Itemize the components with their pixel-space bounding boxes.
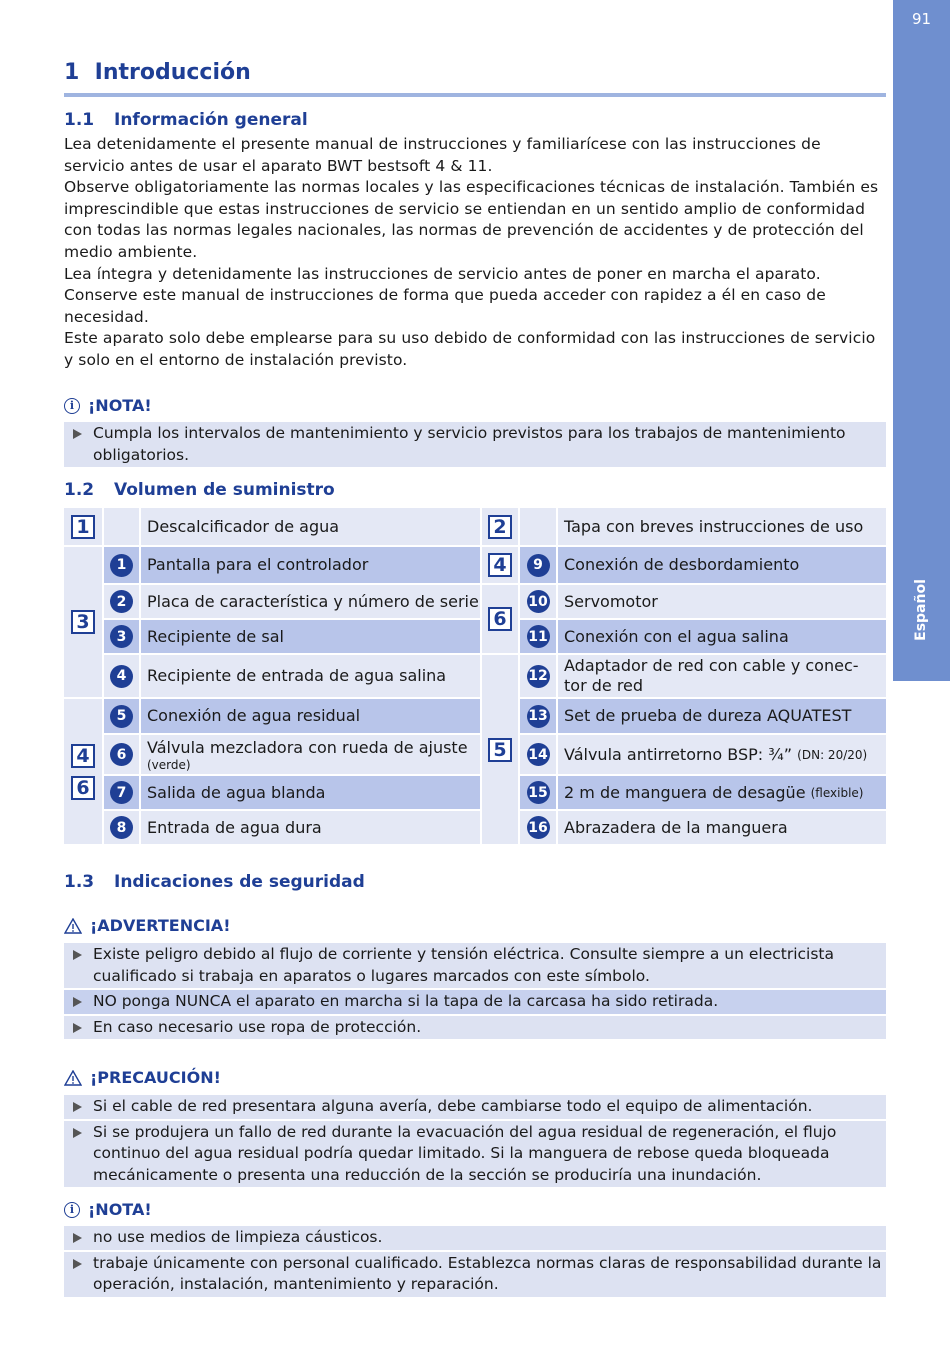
caution-title: ¡PRECAUCIÓN! (64, 1068, 221, 1087)
item-number: 14 (527, 743, 550, 766)
item-text: Recipiente de sal (141, 620, 480, 653)
item-number: 15 (527, 781, 550, 804)
item-number: 9 (527, 554, 550, 577)
note-list (64, 422, 886, 469)
list-item: trabaje únicamente con personal cualificado. Establezca normas claras de responsabilidad durante la operación, instalación, mantenimiento y reparación. (64, 1252, 886, 1297)
item-number: 1 (110, 554, 133, 577)
item-number: 4 (110, 665, 133, 688)
item-text: Conexión de agua residual (141, 699, 480, 733)
list-item: Si se produjera un fallo de red durante la evacuación del agua residual de regeneración, el flujo continuo del agua residual podría quedar limitado. Si la manguera de rebose queda bloqueada mecánicamente o presenta una reducción de la sección se produciría una inundación. (64, 1121, 886, 1188)
item-subtext: (verde) (147, 757, 191, 772)
warning-list (64, 943, 886, 1041)
item-number-cell (520, 508, 556, 545)
item-number-cell (104, 547, 139, 583)
caution-list (64, 1095, 886, 1189)
group-cell (64, 699, 102, 844)
item-text-continued: tor de red (564, 676, 644, 695)
group-number: 5 (488, 738, 512, 762)
item-text: 2 m de manguera de desagüe (564, 782, 806, 802)
item-number: 7 (110, 781, 133, 804)
section-1-1-heading: 1.1 Información general (64, 110, 308, 130)
item-text-cell (558, 655, 886, 697)
item-text-cell (558, 735, 886, 774)
group-cell (482, 585, 518, 653)
group-cell (482, 547, 518, 583)
item-number-cell (520, 585, 556, 618)
item-number: 6 (110, 743, 133, 766)
paragraph: Este aparato solo debe emplearse para su uso debido de conformidad con las instrucciones de servicio y solo en el entorno de instalación previsto. (64, 329, 876, 369)
list-item: Existe peligro debido al flujo de corriente y tensión eléctrica. Consulte siempre a un electricista cualificado si trabaja en aparatos o lugares marcados con este símbolo. (64, 943, 886, 988)
chapter-title: 1 Introducción (64, 60, 251, 85)
item-number-cell (104, 655, 139, 697)
item-number-cell (520, 776, 556, 809)
group-number: 4 (71, 744, 95, 768)
item-number-cell (104, 735, 139, 774)
item-text: Válvula mezcladora con rueda de ajuste (147, 737, 468, 757)
item-number: 13 (527, 705, 550, 728)
list-item: Si el cable de red presentara alguna avería, debe cambiarse todo el equipo de alimentación. (64, 1095, 886, 1119)
item-text: Conexión con el agua salina (558, 620, 886, 653)
info-icon: i (64, 398, 80, 414)
language-tab: Español (913, 579, 929, 641)
page-number: 91 (911, 10, 932, 28)
supply-table (64, 508, 886, 844)
warning-title: ¡ADVERTENCIA! (64, 916, 230, 935)
item-number-cell (104, 776, 139, 809)
item-number-cell (104, 508, 139, 545)
note-title: i ¡NOTA! (64, 396, 152, 415)
item-number-cell (520, 620, 556, 653)
item-number-cell (520, 811, 556, 844)
item-number: 11 (527, 625, 550, 648)
item-text: Descalcificador de agua (141, 508, 480, 545)
caution-triangle-icon (64, 1070, 82, 1086)
item-text: Recipiente de entrada de agua salina (141, 655, 480, 697)
group-cell (64, 547, 102, 697)
item-text: Abrazadera de la manguera (558, 811, 886, 844)
item-number-cell (520, 735, 556, 774)
warning-triangle-icon (64, 918, 82, 934)
list-item: En caso necesario use ropa de protección. (64, 1016, 886, 1040)
item-text: Tapa con breves instrucciones de uso (558, 508, 886, 545)
item-number-cell (520, 699, 556, 733)
item-number: 8 (110, 816, 133, 839)
list-item: no use medios de limpieza cáusticos. (64, 1226, 886, 1250)
item-text: Pantalla para el controlador (141, 547, 480, 583)
note-title: i ¡NOTA! (64, 1200, 152, 1219)
item-subtext: (flexible) (810, 785, 864, 800)
group-number: 3 (71, 610, 95, 634)
item-text-cell (558, 776, 886, 809)
group-number: 6 (71, 776, 95, 800)
item-subtext: (DN: 20/20) (797, 747, 868, 762)
note-list (64, 1226, 886, 1299)
item-text: Set de prueba de dureza AQUATEST (558, 699, 886, 733)
item-text-cell (141, 735, 480, 774)
item-text: Adaptador de red con cable y conec- (564, 656, 859, 675)
item-text: Placa de característica y número de serie (141, 585, 480, 618)
item-text: Entrada de agua dura (141, 811, 480, 844)
section-1-2-heading: 1.2 Volumen de suministro (64, 480, 335, 500)
chapter-rule (64, 93, 886, 97)
section-1-3-heading: 1.3 Indicaciones de seguridad (64, 872, 365, 892)
item-text: Servomotor (558, 585, 886, 618)
group-cell (482, 655, 518, 844)
paragraph: Lea detenidamente el presente manual de instrucciones y familiarícese con las instrucciones de servicio antes de usar el aparato BWT bestsoft 4 & 11. (64, 135, 821, 175)
item-text: Salida de agua blanda (141, 776, 480, 809)
item-number-cell (104, 699, 139, 733)
info-icon: i (64, 1202, 80, 1218)
item-number: 2 (110, 590, 133, 613)
group-cell (64, 508, 102, 545)
paragraph: Conserve este manual de instrucciones de forma que pueda acceder con rapidez a él en caso de necesidad. (64, 286, 826, 326)
item-number-cell (104, 585, 139, 618)
item-number-cell (520, 655, 556, 697)
item-number: 16 (527, 816, 550, 839)
item-number: 5 (110, 705, 133, 728)
item-number-cell (520, 547, 556, 583)
paragraph: Lea íntegra y detenidamente las instrucciones de servicio antes de poner en marcha el aparato. (64, 264, 821, 283)
item-text: Válvula antirretorno BSP: ¾” (564, 744, 793, 764)
item-number: 3 (110, 625, 133, 648)
item-number: 12 (527, 665, 550, 688)
group-number: 1 (71, 515, 95, 539)
item-number-cell (104, 811, 139, 844)
group-number: 4 (488, 553, 512, 577)
item-text: Conexión de desbordamiento (558, 547, 886, 583)
group-cell (482, 508, 518, 545)
general-info-text (64, 134, 886, 372)
list-item: Cumpla los intervalos de mantenimiento y servicio previstos para los trabajos de mantenimiento obligatorios. (64, 422, 886, 467)
group-number: 2 (488, 515, 512, 539)
paragraph: Observe obligatoriamente las normas locales y las especificaciones técnicas de instalación. También es imprescindible que estas instrucciones de servicio se entiendan en un sentido amplio de conformidad con todas las normas legales nacionales, las normas de prevención de accidentes y de protección del medio ambiente. (64, 178, 879, 261)
item-number: 10 (527, 590, 550, 613)
item-number-cell (104, 620, 139, 653)
list-item: NO ponga NUNCA el aparato en marcha si la tapa de la carcasa ha sido retirada. (64, 990, 886, 1014)
group-number: 6 (488, 607, 512, 631)
